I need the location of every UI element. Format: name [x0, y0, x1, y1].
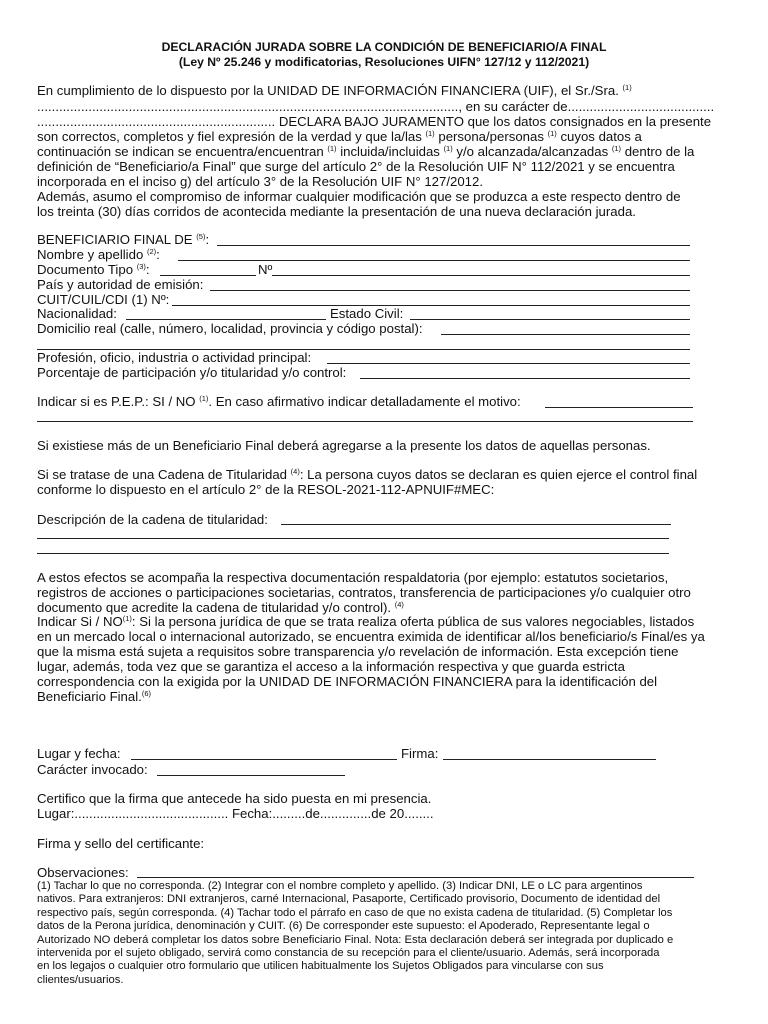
descripcion-field[interactable]: [281, 524, 671, 525]
intro-line-2: ..................................................................................................................., en su carácter de........................................: [37, 99, 715, 114]
document-title: DECLARACIÓN JURADA SOBRE LA CONDICIÓN DE BENEFICIARIO/A FINAL: [161, 40, 607, 54]
cuit-field[interactable]: [172, 305, 690, 306]
intro-line-1: En cumplimiento de lo dispuesto por la UNIDAD DE INFORMACIÓN FINANCIERA (UIF), el Sr./Sra. $^{(1)}$: [37, 83, 632, 98]
porcentaje-field[interactable]: [360, 378, 690, 379]
certifico-line-1: Certifico que la firma que antecede ha sido puesta en mi presencia.: [37, 791, 432, 806]
pep-motivo-field[interactable]: [545, 407, 693, 408]
footnote-line-5: Autorizado NO deberá completar los datos sobre Beneficiario Final. Nota: Esta declaración deberá ser integrada por duplicado e: [37, 933, 674, 946]
descripcion-field-2[interactable]: [37, 538, 669, 539]
documento-tipo-field[interactable]: [160, 275, 256, 276]
cadena-line-2: conforme lo dispuesto en el artículo 2° de la RESOL-2021-112-APNUIF#MEC:: [37, 482, 495, 497]
doc-line-1: A estos efectos se acompaña la respectiva documentación respaldatoria (por ejemplo: estatutos societarios,: [37, 570, 669, 585]
pep-motivo-field-extra[interactable]: [37, 421, 693, 422]
footnote-line-2: nativos. Para extranjeros: DNI extranjeros, carné Internacional, Pasaporte, Certificado provisorio, Documento de identidad del: [37, 893, 661, 906]
footnotes: [37, 880, 737, 987]
doc-line-6: que la misma está sujeta a requisitos sobre transparencia y/o revelación de información. Esta excepción tiene: [37, 644, 679, 659]
doc-line-4: Indicar Si / NO$^{(1)}$: Si la persona jurídica de que se trata realiza oferta pública de sus valores negociables, listados: [37, 614, 695, 629]
caracter-label: Carácter invocado:: [37, 762, 148, 777]
intro-line-8: Además, asumo el compromiso de informar cualquier modificación que se produzca a este respecto dentro de: [37, 189, 681, 204]
observaciones-label: Observaciones:: [37, 865, 129, 880]
estado-civil-label: Estado Civil:: [330, 306, 404, 321]
lugar-fecha-field[interactable]: [131, 759, 397, 760]
domicilio-label: Domicilio real (calle, número, localidad, provincia y código postal):: [37, 321, 423, 336]
documento-label: Documento Tipo $^{(3)}$:: [37, 262, 150, 277]
pais-field[interactable]: [210, 290, 690, 291]
intro-line-3: ................................................................. DECLARA BAJO JURAMENTO que los datos consignados en la presente: [37, 114, 712, 129]
beneficiario-field[interactable]: [217, 245, 690, 246]
lugar-fecha-label: Lugar y fecha:: [37, 746, 121, 761]
firma-field[interactable]: [443, 759, 656, 760]
firma-label: Firma:: [401, 746, 439, 761]
documento-numero-field[interactable]: [272, 275, 690, 276]
numero-label: Nº: [258, 262, 273, 277]
doc-line-9: Beneficiario Final.$^{(6)}$: [37, 689, 151, 704]
intro-line-6: definición de “Beneficiario/a Final” que surge del artículo 2° de la Resolución UIF N° 112/2021 y se encuentra: [37, 159, 675, 174]
footnote-line-1: (1) Tachar lo que no corresponda. (2) Integrar con el nombre completo y apellido. (3) Indicar DNI, LE o LC para argentinos: [37, 880, 643, 892]
nombre-field[interactable]: [178, 260, 690, 261]
footnote-line-3: respectivo país, según corresponda. (4) Tachar todo el párrafo en caso de que no exista cadena de titularidad. (5) Completar los: [37, 906, 673, 919]
observaciones-field[interactable]: [137, 877, 694, 878]
footnote-line-6: intervenida por el sujeto obligado, servirá como constancia de su recepción para el cliente/usuario. Además, será incorporada: [37, 947, 660, 960]
descripcion-label: Descripción de la cadena de titularidad:: [37, 512, 268, 527]
intro-line-9: los treinta (30) días corridos de acontecida mediante la presentación de una nueva declaración jurada.: [37, 204, 636, 219]
doc-line-7: lugar, además, toda vez que se garantiza el acceso a la información respectiva y que guarda estricta: [37, 659, 625, 674]
doc-line-5: en un mercado local o internacional autorizado, se encuentra eximida de identificar al/los beneficiario/s Final/es ya: [37, 629, 705, 644]
intro-line-4: son correctos, completos y fiel expresión de la verdad y que la/las $^{(1)}$ persona/personas $^{(1)}$ cuyos datos a: [37, 129, 642, 144]
doc-line-3: documento que acredite la cadena de titularidad y/o control). $^{(4)}$: [37, 600, 404, 615]
intro-line-7: incorporada en el inciso g) del artículo 3° de la Resolución UIF N° 127/2012.: [37, 174, 483, 189]
domicilio-field[interactable]: [441, 334, 690, 335]
footnote-line-8: clientes/usuarios.: [37, 973, 124, 986]
cadena-line-1: Si se tratase de una Cadena de Titularidad $^{(4)}$: La persona cuyos datos se declaran es quien ejerce el control final: [37, 467, 698, 482]
doc-line-8: correspondencia con la exigida por la UNIDAD DE INFORMACIÓN FINANCIERA para la identificación del: [37, 674, 658, 689]
doc-line-2: registros de acciones o participaciones societarias, contratos, transferencia de participaciones y/o cualquier otro: [37, 585, 691, 600]
pep-label: Indicar si es P.E.P.: SI / NO $^{(1)}$. En caso afirmativo indicar detalladamente el motivo:: [37, 394, 521, 409]
footnote-line-7: en los legajos o cualquier otro formulario que utilicen habitualmente los Sujetos Obligados para vincularse con sus: [37, 960, 604, 973]
intro-line-5: continuación se indican se encuentra/encuentran $^{(1)}$ incluida/incluidas $^{(1)}$ y/o alcanzada/alcanzadas $^{(1)}$ dentro de la: [37, 144, 695, 159]
firma-sello-label: Firma y sello del certificante:: [37, 836, 205, 851]
footnote-line-4: datos de la Perona jurídica, denominación y CUIT. (6) De corresponder este supuesto: el Apoderado, Representante legal o: [37, 920, 650, 933]
nacionalidad-field[interactable]: [126, 319, 326, 320]
porcentaje-label: Porcentaje de participación y/o titularidad y/o control:: [37, 365, 347, 380]
descripcion-field-3[interactable]: [37, 553, 669, 554]
multiple-beneficiaries-note: Si existiese más de un Beneficiario Final deberá agregarse a la presente los datos de aquellas personas.: [37, 438, 651, 453]
pais-label: País y autoridad de emisión:: [37, 277, 204, 292]
nacionalidad-label: Nacionalidad:: [37, 306, 117, 321]
estado-civil-field[interactable]: [410, 319, 690, 320]
caracter-field[interactable]: [157, 775, 345, 776]
document-subtitle: (Ley Nº 25.246 y modificatorias, Resoluciones UIFN° 127/12 y 112/2021): [178, 55, 590, 69]
cuit-label: CUIT/CUIL/CDI (1) Nº:: [37, 292, 170, 307]
profesion-field[interactable]: [327, 363, 690, 364]
certifico-line-2: Lugar:.......................................... Fecha:.........de..............de 20........: [37, 806, 434, 821]
beneficiario-label: BENEFICIARIO FINAL DE $^{(5)}$:: [37, 232, 210, 247]
nombre-label: Nombre y apellido $^{(2)}$:: [37, 247, 160, 262]
profesion-label: Profesión, oficio, industria o actividad principal:: [37, 350, 312, 365]
